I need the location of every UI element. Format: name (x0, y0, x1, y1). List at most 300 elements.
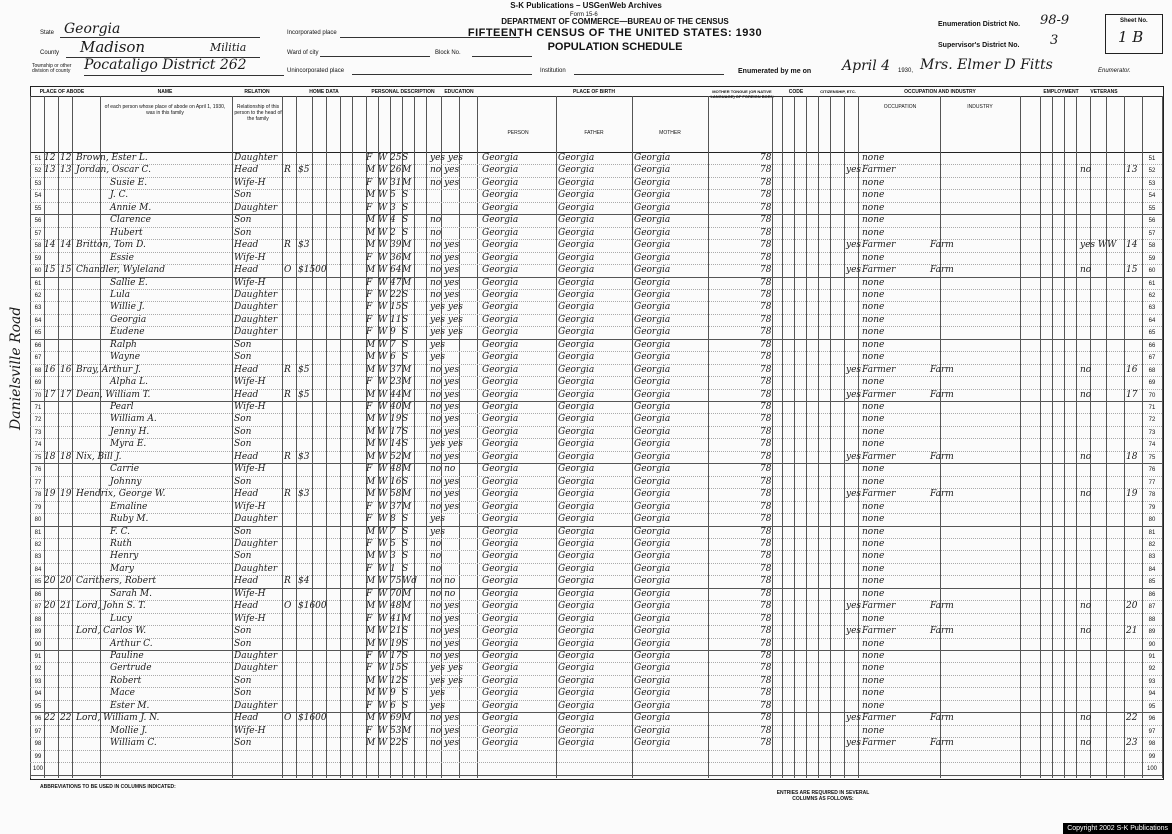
county-value: Madison (80, 38, 146, 56)
sex: M (366, 339, 376, 350)
line-number: 89 (1148, 629, 1156, 636)
person-name: Britton, Tom D. (76, 240, 146, 251)
enumerator-name: Mrs. Elmer D Fitts (920, 57, 1053, 73)
line-number: 82 (1148, 541, 1156, 548)
marital-status: S (402, 538, 409, 549)
mother-birth-header: MOTHER (659, 130, 681, 136)
age: 53 (390, 725, 402, 736)
line-number: 58 (34, 243, 42, 250)
birthplace-father: Georgia (558, 377, 595, 388)
sex: M (366, 165, 376, 176)
family-number: 22 (60, 713, 72, 724)
age: 21 (390, 626, 402, 637)
race: W (378, 389, 388, 400)
age: 17 (390, 651, 402, 661)
line-number: 52 (34, 168, 42, 175)
race: W (378, 153, 388, 163)
line-number: 72 (1148, 417, 1156, 424)
line-number: 52 (1148, 168, 1156, 175)
line-number: 74 (34, 442, 42, 449)
employment-flag: yes (846, 240, 862, 251)
occupation: none (862, 190, 885, 201)
person-name: Mollie J. (110, 725, 148, 736)
group-code: CODE (788, 89, 804, 95)
marital-status: S (402, 514, 409, 525)
sex: F (366, 588, 373, 599)
school-literacy: yes yes (430, 439, 463, 450)
age: 5 (390, 538, 396, 549)
row-divider (30, 463, 1162, 464)
home-value: $1600 (298, 713, 327, 724)
birthplace-father: Georgia (558, 538, 595, 549)
school-literacy: no yes (430, 177, 460, 188)
enum-district-value: 98-9 (1040, 13, 1070, 28)
employment-flag: yes (846, 738, 862, 749)
birthplace-person: Georgia (482, 651, 519, 661)
line-number: 92 (1148, 666, 1156, 673)
relation: Son (234, 352, 252, 363)
race: W (378, 414, 388, 425)
marital-status: S (402, 215, 409, 226)
birthplace-father: Georgia (558, 451, 595, 462)
marital-status: S (402, 626, 409, 637)
birth-code: 78 (760, 551, 772, 562)
birthplace-mother: Georgia (634, 414, 671, 425)
person-name: Myra E. (110, 439, 147, 450)
age: 41 (390, 613, 402, 624)
department-heading: DEPARTMENT OF COMMERCE—BUREAU OF THE CENSUS (501, 17, 729, 26)
birthplace-father: Georgia (558, 277, 595, 288)
sex: M (366, 439, 376, 450)
birthplace-father: Georgia (558, 514, 595, 525)
industry: Farm (930, 601, 954, 612)
school-literacy: no yes (430, 277, 460, 288)
row-divider (30, 438, 1162, 439)
line-number: 94 (34, 691, 42, 698)
occupation: none (862, 426, 885, 437)
birthplace-person: Georgia (482, 663, 519, 674)
birthplace-person: Georgia (482, 464, 519, 475)
occupation: none (862, 327, 885, 338)
marital-status: S (402, 302, 409, 313)
birthplace-father: Georgia (558, 651, 595, 661)
line-number: 86 (1148, 591, 1156, 598)
relation: Wife-H (234, 402, 266, 412)
relation: Son (234, 190, 252, 201)
supervisor-value: 3 (1050, 33, 1059, 48)
school-literacy: no yes (430, 476, 460, 487)
relation: Son (234, 215, 252, 226)
line-number: 79 (1148, 504, 1156, 511)
birthplace-mother: Georgia (634, 451, 671, 462)
occupation: Farmer (862, 389, 896, 400)
sex: F (366, 663, 373, 674)
marital-status: M (402, 588, 412, 599)
race: W (378, 651, 388, 661)
birthplace-person: Georgia (482, 190, 519, 201)
birth-code: 78 (760, 177, 772, 188)
line-number: 88 (34, 616, 42, 623)
row-divider (30, 214, 1162, 215)
line-number: 92 (34, 666, 42, 673)
birthplace-person: Georgia (482, 215, 519, 226)
person-name: Hendrix, George W. (76, 489, 166, 500)
race: W (378, 538, 388, 549)
family-number: 19 (60, 489, 72, 500)
row-divider (30, 513, 1162, 514)
age: 6 (390, 700, 396, 711)
birthplace-mother: Georgia (634, 265, 671, 276)
birthplace-person: Georgia (482, 514, 519, 525)
dwelling-number: 17 (44, 389, 56, 400)
age: 19 (390, 638, 402, 649)
line-number: 96 (1148, 716, 1156, 723)
industry: Farm (930, 451, 954, 462)
enumerated-date: April 4 (842, 58, 891, 74)
line-number: 86 (34, 591, 42, 598)
row-divider (30, 625, 1162, 626)
race: W (378, 327, 388, 338)
line-number: 87 (34, 604, 42, 611)
birthplace-father: Georgia (558, 526, 595, 537)
person-name: Nix, Bill J. (76, 451, 122, 462)
occupation: none (862, 638, 885, 649)
relation: Wife-H (234, 177, 266, 188)
line-number: 71 (34, 405, 42, 411)
birthplace-mother: Georgia (634, 725, 671, 736)
birth-code: 78 (760, 476, 772, 487)
sex: M (366, 576, 376, 587)
sex: F (366, 613, 373, 624)
race: W (378, 489, 388, 500)
occupation: none (862, 563, 885, 574)
school-literacy: no yes (430, 364, 460, 375)
marital-status: M (402, 377, 412, 388)
row-divider (30, 326, 1162, 327)
school-literacy: no yes (430, 489, 460, 500)
family-number: 17 (60, 389, 72, 400)
family-number: 20 (60, 576, 72, 587)
relation: Wife-H (234, 725, 266, 736)
race: W (378, 738, 388, 749)
occupation: none (862, 663, 885, 674)
sex: F (366, 538, 373, 549)
person-name: Arthur C. (110, 638, 153, 649)
relation: Daughter (234, 327, 278, 338)
school-literacy: no yes (430, 626, 460, 637)
relation: Head (234, 240, 259, 251)
relation: Son (234, 675, 252, 686)
occupation: none (862, 476, 885, 487)
sex: F (366, 402, 373, 412)
sex: M (366, 352, 376, 363)
race: W (378, 352, 388, 363)
line-number: 77 (1148, 479, 1156, 486)
line-number: 54 (1148, 193, 1156, 200)
line-number: 69 (34, 380, 42, 387)
home-value: $1500 (298, 265, 327, 276)
birth-code: 78 (760, 738, 772, 749)
birthplace-mother: Georgia (634, 339, 671, 350)
birthplace-person: Georgia (482, 364, 519, 375)
school-literacy: no yes (430, 638, 460, 649)
age: 17 (390, 426, 402, 437)
row-divider (30, 588, 1162, 589)
line-number: 91 (1148, 654, 1156, 660)
occupation: none (862, 526, 885, 537)
occupation: none (862, 252, 885, 263)
line-number: 62 (34, 292, 42, 299)
birthplace-mother: Georgia (634, 688, 671, 699)
occupation: none (862, 464, 885, 475)
row-divider (30, 264, 1162, 265)
birth-code: 78 (760, 402, 772, 412)
archive-banner: S-K Publications – USGenWeb Archives (510, 1, 662, 10)
school-literacy: no yes (430, 713, 460, 724)
occupation: none (862, 177, 885, 188)
line-number: 55 (34, 205, 42, 212)
birthplace-mother: Georgia (634, 675, 671, 686)
line-number: 100 (32, 766, 43, 773)
relation: Daughter (234, 663, 278, 674)
relation: Wife-H (234, 377, 266, 388)
birthplace-person: Georgia (482, 588, 519, 599)
birthplace-person: Georgia (482, 277, 519, 288)
line-number: 67 (34, 355, 42, 362)
line-number: 67 (1148, 355, 1156, 362)
industry: Farm (930, 626, 954, 637)
marital-status: S (402, 339, 409, 350)
age: 5 (390, 190, 396, 201)
birthplace-mother: Georgia (634, 601, 671, 612)
person-name: Alpha L. (110, 377, 148, 388)
birthplace-father: Georgia (558, 464, 595, 475)
birthplace-person: Georgia (482, 638, 519, 649)
person-name: Annie M. (110, 202, 152, 213)
line-number: 69 (1148, 380, 1156, 387)
row-divider (30, 563, 1162, 564)
birthplace-father: Georgia (558, 713, 595, 724)
line-number: 98 (1148, 741, 1156, 748)
relation: Daughter (234, 700, 278, 711)
line-number: 99 (1148, 753, 1156, 760)
age: 47 (390, 277, 402, 288)
relation: Daughter (234, 538, 278, 549)
family-number: 14 (60, 240, 72, 251)
marital-status: S (402, 563, 409, 574)
age: 15 (390, 663, 402, 674)
line-number: 85 (34, 579, 42, 586)
occupation: none (862, 501, 885, 512)
row-divider (30, 239, 1162, 240)
birthplace-person: Georgia (482, 426, 519, 437)
row-divider (30, 638, 1162, 639)
birthplace-person: Georgia (482, 377, 519, 388)
race: W (378, 402, 388, 412)
line-number: 89 (34, 629, 42, 636)
age: 70 (390, 588, 402, 599)
row-divider (30, 526, 1162, 527)
farm-schedule-number: 15 (1126, 265, 1138, 276)
home-tenure: O (284, 601, 292, 612)
age: 7 (390, 339, 396, 350)
birth-code: 78 (760, 451, 772, 462)
sex: M (366, 489, 376, 500)
veteran: no (1080, 713, 1092, 724)
sex: M (366, 389, 376, 400)
race: W (378, 364, 388, 375)
race: W (378, 165, 388, 176)
birth-code: 78 (760, 613, 772, 624)
dwelling-number: 18 (44, 451, 56, 462)
birthplace-mother: Georgia (634, 377, 671, 388)
occupation: none (862, 202, 885, 213)
school-literacy: yes (430, 339, 446, 350)
industry: Farm (930, 489, 954, 500)
sheet-value: 1 B (1118, 28, 1144, 46)
sex: F (366, 327, 373, 338)
marital-status: M (402, 464, 412, 475)
school-literacy: no (430, 215, 442, 226)
birth-code: 78 (760, 538, 772, 549)
birthplace-father: Georgia (558, 302, 595, 313)
person-name: Jenny H. (110, 426, 150, 437)
line-number: 63 (1148, 305, 1156, 312)
row-divider (30, 164, 1162, 165)
row-divider (30, 712, 1162, 713)
birthplace-mother: Georgia (634, 663, 671, 674)
birthplace-mother: Georgia (634, 651, 671, 661)
sex: M (366, 215, 376, 226)
row-divider (30, 650, 1162, 651)
sex: M (366, 688, 376, 699)
form-number: Form 15-6 (570, 12, 598, 18)
birth-code: 78 (760, 314, 772, 325)
employment-flag: yes (846, 389, 862, 400)
family-number: 13 (60, 165, 72, 176)
relation: Son (234, 414, 252, 425)
birthplace-person: Georgia (482, 389, 519, 400)
birth-code: 78 (760, 675, 772, 686)
sex: F (366, 700, 373, 711)
birthplace-father: Georgia (558, 638, 595, 649)
group-relation: RELATION (244, 89, 270, 95)
person-name: Carrie (110, 464, 140, 475)
group-mother-tongue: MOTHER TONGUE (OR NATIVE LANGUAGE) OF FOREIGN BORN (710, 89, 774, 99)
farm-schedule-number: 21 (1126, 626, 1138, 637)
veteran: no (1080, 451, 1092, 462)
birthplace-person: Georgia (482, 563, 519, 574)
school-literacy: no no (430, 576, 456, 587)
birth-code: 78 (760, 327, 772, 338)
line-number: 78 (1148, 492, 1156, 499)
row-divider (30, 227, 1162, 228)
race: W (378, 464, 388, 475)
age: 48 (390, 464, 402, 475)
birthplace-mother: Georgia (634, 576, 671, 587)
birthplace-father: Georgia (558, 688, 595, 699)
race: W (378, 563, 388, 574)
age: 64 (390, 265, 402, 276)
relation: Daughter (234, 289, 278, 300)
line-number: 83 (1148, 554, 1156, 561)
line-number: 70 (1148, 392, 1156, 399)
group-veterans: VETERANS (1090, 89, 1118, 95)
relation: Head (234, 489, 259, 500)
marital-status: S (402, 289, 409, 300)
relation: Son (234, 227, 252, 238)
occupation: Farmer (862, 265, 896, 276)
marital-status: M (402, 240, 412, 251)
age: 6 (390, 352, 396, 363)
occupation: Farmer (862, 626, 896, 637)
home-value: $3 (298, 451, 310, 462)
birth-code: 78 (760, 364, 772, 375)
margin-note-text: Danielsville Road (8, 306, 24, 430)
dwelling-number: 20 (44, 576, 56, 587)
person-name: Carithers, Robert (76, 576, 157, 587)
line-number: 64 (34, 317, 42, 324)
group-employment: EMPLOYMENT (1043, 89, 1079, 95)
school-literacy: no yes (430, 265, 460, 276)
line-number: 62 (1148, 292, 1156, 299)
employment-flag: yes (846, 165, 862, 176)
marital-status: S (402, 675, 409, 686)
race: W (378, 626, 388, 637)
person-name: Johnny (110, 476, 142, 487)
person-name: Willie J. (110, 302, 145, 313)
sex: M (366, 638, 376, 649)
person-name: Sallie E. (110, 277, 148, 288)
home-tenure: O (284, 713, 292, 724)
person-name: Lord, John S. T. (76, 601, 146, 612)
birthplace-father: Georgia (558, 414, 595, 425)
relation: Son (234, 738, 252, 749)
line-number: 59 (1148, 255, 1156, 262)
sex: F (366, 563, 373, 574)
person-name: Essie (110, 252, 135, 263)
birthplace-mother: Georgia (634, 215, 671, 226)
age: 36 (390, 252, 402, 263)
line-number: 76 (34, 467, 42, 474)
race: W (378, 252, 388, 263)
sex: F (366, 302, 373, 313)
race: W (378, 302, 388, 313)
birth-code: 78 (760, 190, 772, 201)
person-name: F. C. (110, 526, 130, 537)
birth-code: 78 (760, 688, 772, 699)
school-literacy: yes yes (430, 663, 463, 674)
occupation: none (862, 314, 885, 325)
person-name: Ester M. (110, 700, 150, 711)
line-number: 58 (1148, 243, 1156, 250)
birthplace-mother: Georgia (634, 700, 671, 711)
birthplace-person: Georgia (482, 501, 519, 512)
birthplace-person: Georgia (482, 177, 519, 188)
birthplace-mother: Georgia (634, 352, 671, 363)
birthplace-father: Georgia (558, 153, 595, 163)
person-name: Chandler, Wyleland (76, 265, 165, 276)
row-divider (30, 775, 1162, 776)
relation: Daughter (234, 314, 278, 325)
marital-status: S (402, 439, 409, 450)
birthplace-father: Georgia (558, 551, 595, 562)
birthplace-father: Georgia (558, 663, 595, 674)
relation: Head (234, 451, 259, 462)
marital-status: S (402, 551, 409, 562)
row-divider (30, 538, 1162, 539)
state-value: Georgia (64, 21, 121, 37)
